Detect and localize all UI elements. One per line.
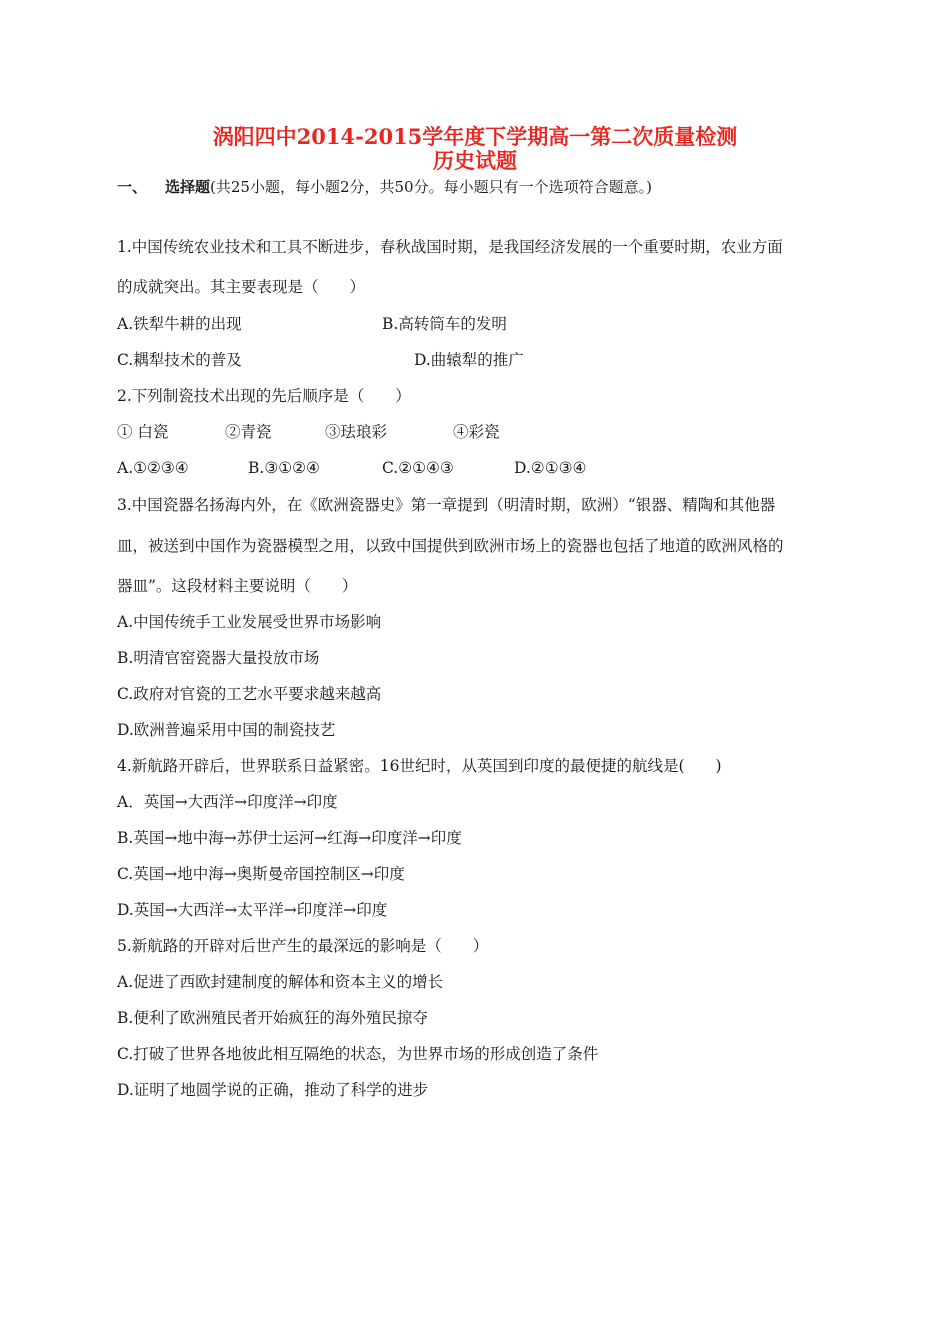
question-2-items (117, 421, 817, 443)
question-1-options-row-1 (117, 313, 817, 335)
question-4-option-c: C.英国→地中海→奥斯曼帝国控制区→印度 (117, 865, 405, 883)
question-3-option-b: B.明清官窑瓷器大量投放市场 (117, 649, 320, 667)
question-3-stem-line-2: 皿，被送到中国作为瓷器模型之用，以致中国提供到欧洲市场上的瓷器也包括了地道的欧洲风格的 (117, 537, 784, 555)
question-2-item-3: ③珐琅彩 (325, 423, 388, 441)
section-number: 一、 (117, 178, 148, 196)
question-1-options-row-2 (117, 349, 817, 371)
question-4-option-a: A．英国→大西洋→印度洋→印度 (117, 793, 338, 811)
question-1-option-a: A.铁犁牛耕的出现 (117, 315, 242, 333)
question-4-option-b: B.英国→地中海→苏伊士运河→红海→印度洋→印度 (117, 829, 462, 847)
question-4-stem: 4.新航路开辟后，世界联系日益紧密。16世纪时，从英国到印度的最便捷的航线是( ) (117, 757, 722, 775)
question-1-option-b: B.高转筒车的发明 (382, 315, 507, 333)
question-5-option-d: D.证明了地圆学说的正确，推动了科学的进步 (117, 1081, 429, 1099)
question-5-option-c: C.打破了世界各地彼此相互隔绝的状态，为世界市场的形成创造了条件 (117, 1045, 599, 1063)
question-2-options (117, 457, 817, 479)
section-instruction: (共25小题，每小题2分，共50分。每小题只有一个选项符合题意。) (210, 178, 652, 196)
question-1-stem-line-1: 1.中国传统农业技术和工具不断进步，春秋战国时期，是我国经济发展的一个重要时期，农业方面 (117, 238, 783, 256)
question-5-stem: 5.新航路的开辟对后世产生的最深远的影响是（ ） (117, 937, 489, 955)
question-1-option-c: C.耦犁技术的普及 (117, 351, 242, 369)
question-3-option-a: A.中国传统手工业发展受世界市场影响 (117, 613, 382, 631)
question-2-item-1: ① 白瓷 (117, 423, 169, 441)
question-4-option-d: D.英国→大西洋→太平洋→印度洋→印度 (117, 901, 388, 919)
question-2-option-b: B.③①②④ (248, 459, 320, 477)
question-1-stem-line-2: 的成就突出。其主要表现是（ ） (117, 278, 366, 296)
question-3-stem-line-1: 3.中国瓷器名扬海内外，在《欧洲瓷器史》第一章提到（明清时期，欧洲）“银器、精陶和其他器 (117, 496, 776, 514)
question-3-option-c: C.政府对官瓷的工艺水平要求越来越高 (117, 685, 382, 703)
question-5-option-b: B.便利了欧洲殖民者开始疯狂的海外殖民掠夺 (117, 1009, 428, 1027)
question-2-stem: 2.下列制瓷技术出现的先后顺序是（ ） (117, 387, 411, 405)
section-heading (117, 176, 652, 198)
question-2-option-a: A.①②③④ (117, 459, 189, 477)
question-2-item-4: ④彩瓷 (453, 423, 500, 441)
question-2-option-c: C.②①④③ (382, 459, 454, 477)
question-2-item-2: ②青瓷 (225, 423, 272, 441)
question-1-option-d: D.曲辕犁的推广 (414, 351, 524, 369)
page-title: 涡阳四中2014-2015学年度下学期高一第二次质量检测 (212, 124, 738, 149)
question-3-option-d: D.欧洲普遍采用中国的制瓷技艺 (117, 721, 336, 739)
page-subtitle: 历史试题 (433, 148, 517, 173)
section-name: 选择题 (165, 178, 211, 196)
question-3-stem-line-3: 器皿”。这段材料主要说明（ ） (117, 577, 358, 595)
question-5-option-a: A.促进了西欧封建制度的解体和资本主义的增长 (117, 973, 444, 991)
question-2-option-d: D.②①③④ (514, 459, 587, 477)
